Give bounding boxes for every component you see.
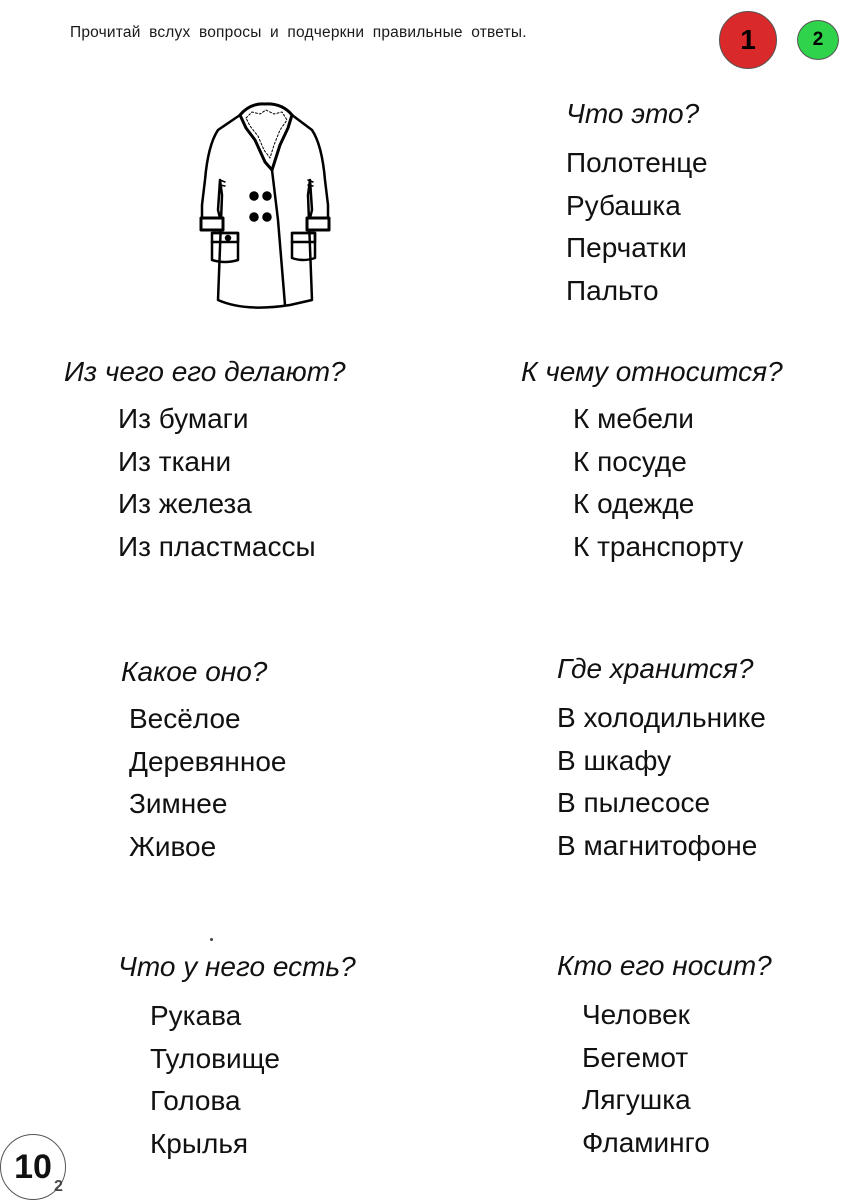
stray-dot [210,938,213,941]
badge-2-label: 2 [812,29,824,50]
answer-option[interactable]: В шкафу [557,744,672,776]
page-number: 10 [14,1147,52,1186]
question-title: Какое оно? [121,656,268,687]
answer-option[interactable]: Лягушка [582,1084,691,1115]
answer-option[interactable]: Крылья [150,1127,249,1159]
question-what-it-has [118,951,356,1165]
answer-option[interactable]: Из ткани [118,445,232,477]
answer-option[interactable]: Фламинго [582,1126,710,1158]
coat-icon [190,100,340,320]
question-what-is-it [566,98,708,312]
answer-option[interactable]: Рубашка [566,189,681,221]
answer-list [573,398,783,568]
question-material [64,356,346,568]
answer-list [557,697,766,867]
instruction-text: Прочитай вслух вопросы и подчеркни правильные ответы. [70,24,527,41]
answer-list [118,398,346,568]
question-who-wears [557,950,772,1164]
answer-list [129,698,286,868]
answer-option[interactable]: В холодильнике [557,702,766,733]
badge-1 [719,11,777,69]
question-title: Из чего его делают? [64,356,346,387]
answer-option[interactable]: Зимнее [129,788,228,819]
answer-option[interactable]: Из бумаги [118,403,249,434]
question-where-stored [557,653,766,867]
answer-option[interactable]: Человек [582,999,690,1030]
question-title: Что у него есть? [118,951,356,982]
answer-option[interactable]: К мебели [573,403,694,434]
page-number-sub: 2 [54,1178,63,1195]
answer-list [582,994,772,1164]
badge-2 [797,20,839,60]
question-title: Что это? [566,98,700,129]
answer-option[interactable]: К посуде [573,445,687,477]
question-what-kind [121,656,286,868]
answer-option[interactable]: В пылесосе [557,787,711,818]
question-title: Где хранится? [557,653,754,684]
question-title: Кто его носит? [557,950,772,981]
badge-1-label: 1 [740,24,756,55]
answer-option[interactable]: Туловище [150,1042,280,1074]
answer-option[interactable]: Из железа [118,488,252,519]
answer-option[interactable]: Голова [150,1085,241,1116]
question-category [521,356,783,568]
answer-list [150,995,356,1165]
answer-option[interactable]: К одежде [573,488,695,519]
answer-option[interactable]: Перчатки [566,232,687,263]
answer-option[interactable]: Деревянное [129,745,287,777]
answer-option[interactable]: Весёлое [129,703,241,734]
answer-option[interactable]: В магнитофоне [557,829,758,861]
answer-option[interactable]: Рукава [150,1000,242,1031]
answer-option[interactable]: Пальто [566,274,659,306]
answer-option[interactable]: Полотенце [566,147,708,178]
answer-option[interactable]: К транспорту [573,530,744,562]
answer-option[interactable]: Живое [129,830,217,862]
answer-list [566,142,708,312]
answer-option[interactable]: Бегемот [582,1041,689,1073]
answer-option[interactable]: Из пластмассы [118,530,316,562]
question-title: К чему относится? [521,356,783,387]
